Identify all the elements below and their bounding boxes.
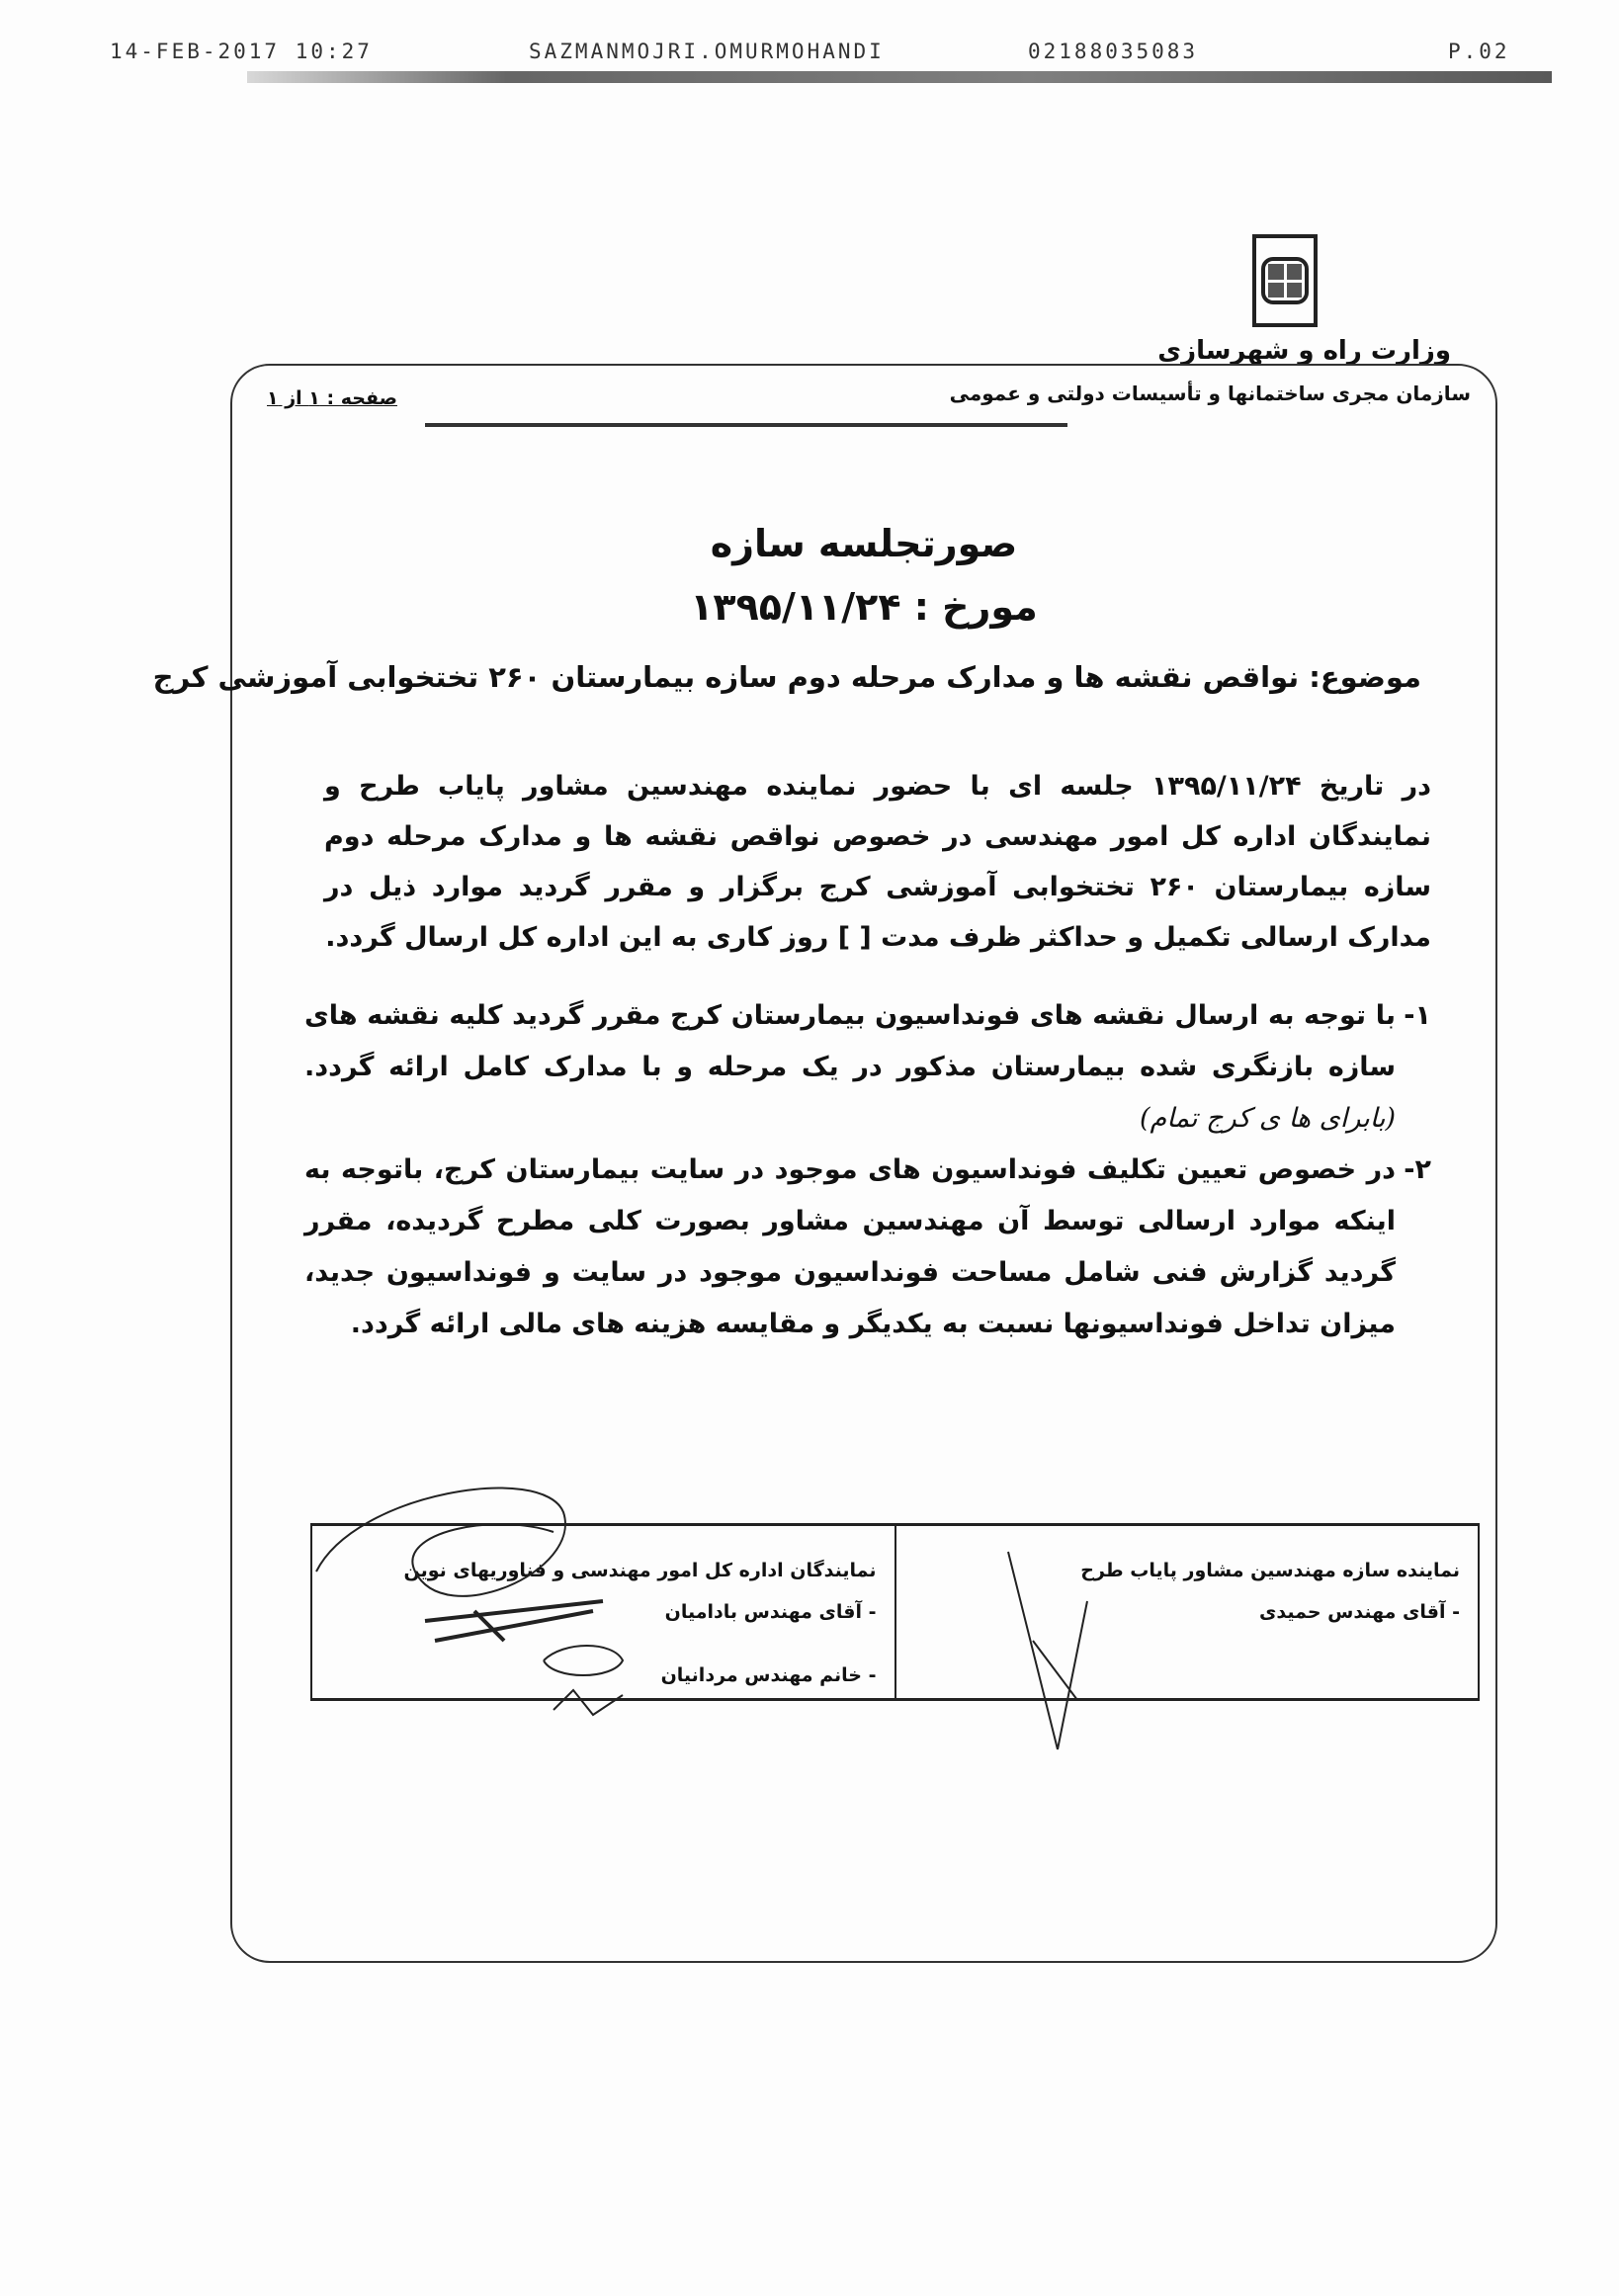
intro-text: در تاریخ ۱۳۹۵/۱۱/۲۴ جلسه ای با حضور نماینده مهندسین مشاور پایاب طرح و نمایندگان اداره کل امور مهندسی در خصوص نواقص نقشه ها و مدارک مرحله دوم سازه بیمارستان ۲۶۰ تختخوابی آموزشی کرج برگزار و مقرر گردید موارد ذیل در مدارک ارسالی تکمیل و حداکثر ظرف مدت [ ] روز کاری به این اداره کل ارسال گردد. — [324, 771, 1431, 953]
list-item — [304, 1145, 1431, 1350]
ministry-name: وزارت راه و شهرسازی — [1157, 336, 1451, 366]
item-number: ۲- — [1404, 1154, 1431, 1185]
handwritten-note: (بابرای ها ی کرج تمام) — [1139, 1103, 1396, 1134]
intro-paragraph — [324, 761, 1431, 963]
consultant-heading: نماینده سازه مهندسین مشاور پایاب طرح — [1080, 1560, 1460, 1581]
office-member: - خانم مهندس مردانیان — [660, 1664, 877, 1686]
organization-name: سازمان مجری ساختمانها و تأسیسات دولتی و عمومی — [949, 382, 1471, 405]
signature-table — [310, 1523, 1480, 1701]
document-title: صورتجلسه سازه — [710, 522, 1018, 565]
header-divider — [425, 423, 1067, 427]
page-label: صفحه : ۱ از ۱ — [267, 387, 397, 409]
fax-datetime: 14-FEB-2017 10:27 — [110, 40, 373, 63]
fax-page: P.02 — [1448, 40, 1510, 63]
consultant-member: - آقای مهندس حمیدی — [1258, 1601, 1460, 1623]
fax-phone: 02188035083 — [1028, 40, 1199, 63]
fax-sender: SAZMANMOJRI.OMURMOHANDI — [529, 40, 885, 63]
office-signature-cell — [312, 1526, 896, 1698]
list-item — [304, 990, 1431, 1145]
item-text: در خصوص تعیین تکلیف فونداسیون های موجود در سایت بیمارستان کرج، باتوجه به اینکه موارد ارسالی توسط آن مهندسین مشاور بصورت کلی مطرح گردیده، مقرر گردید گزارش فنی شامل مساحت فونداسیون موجود در سایت و فونداسیون جدید، میزان تداخل فونداسیونها نسبت به یکدیگر و مقایسه هزینه های مالی ارائه گردد. — [304, 1154, 1396, 1339]
item-number: ۱- — [1404, 1000, 1431, 1031]
office-heading: نمایندگان اداره کل امور مهندسی و فناوریهای نوین — [403, 1560, 877, 1581]
item-text: با توجه به ارسال نقشه های فونداسیون بیمارستان کرج مقرر گردید کلیه نقشه های سازه بازنگری شده بیمارستان مذکور در یک مرحله و با مدارک کامل ارائه گردد. — [304, 1000, 1396, 1082]
ministry-logo — [1252, 234, 1318, 327]
consultant-signature-cell — [896, 1526, 1479, 1698]
document-subject: موضوع: نواقص نقشه ها و مدارک مرحله دوم سازه بیمارستان ۲۶۰ تختخوابی آموزشی کرج — [152, 660, 1421, 694]
items-list — [304, 990, 1431, 1350]
office-member: - آقای مهندس بادامیان — [664, 1601, 877, 1623]
fax-noise-bar — [247, 71, 1552, 83]
emblem-icon — [1261, 257, 1309, 304]
document-date: مورخ : ۱۳۹۵/۱۱/۲۴ — [690, 585, 1038, 629]
